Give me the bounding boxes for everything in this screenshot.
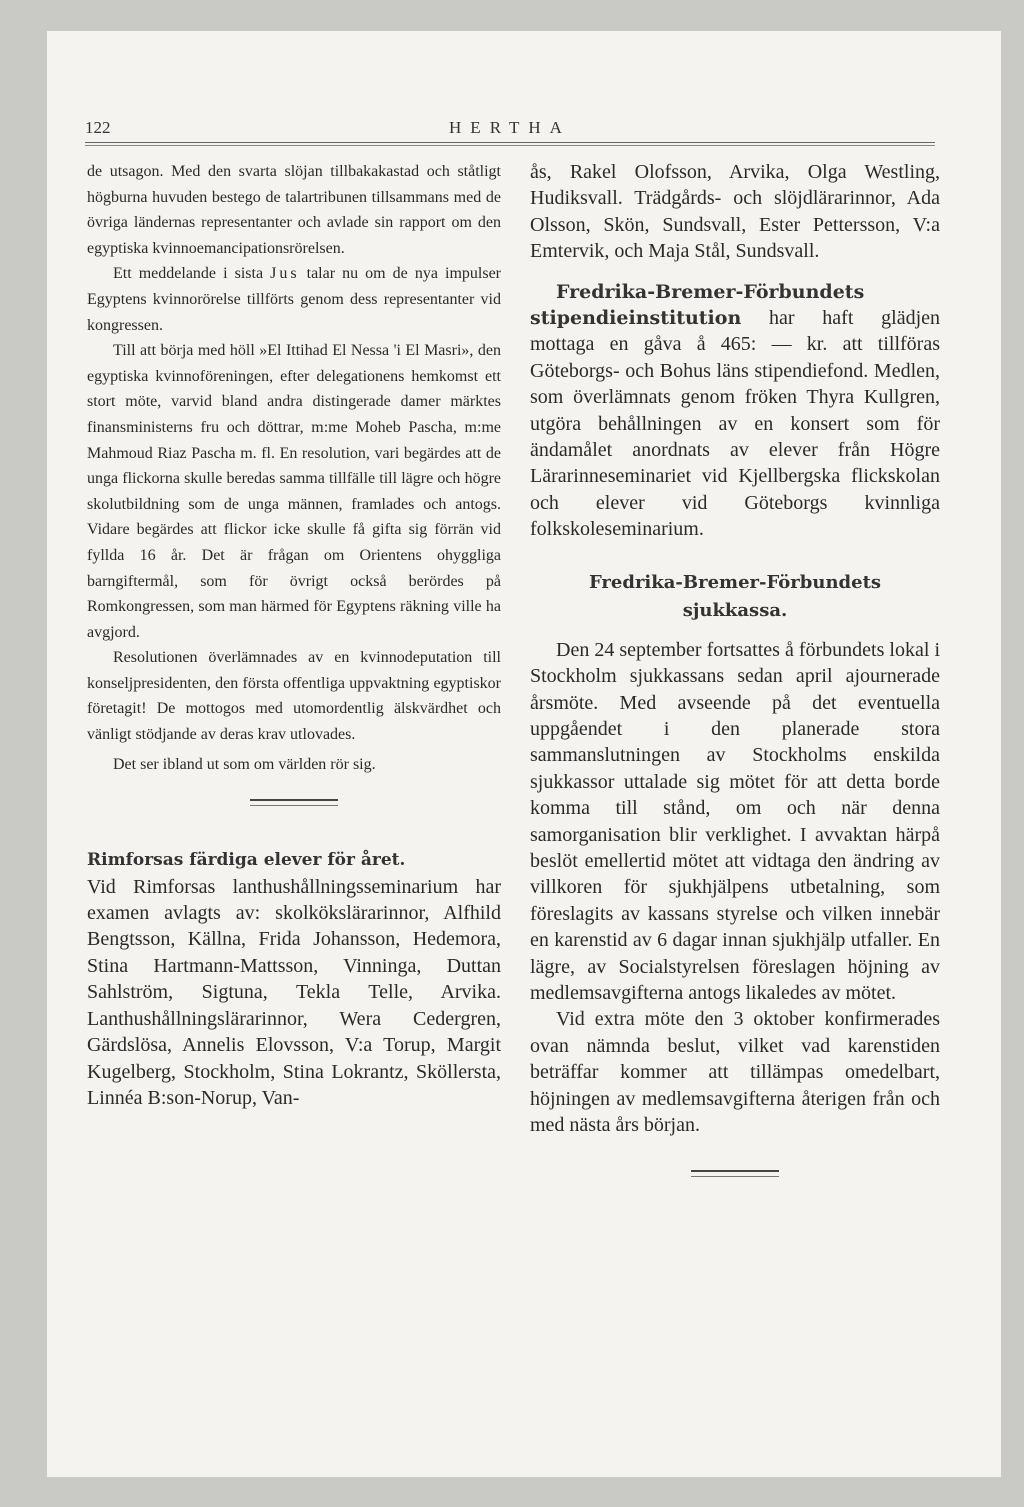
running-header [85, 118, 935, 142]
jus-publication-name: Jus [270, 265, 300, 283]
rimforsas-heading [87, 846, 501, 873]
egypt-article [87, 159, 501, 777]
sjukkassa-paragraph-1: Den 24 september fortsattes å förbundets lokal i Stockholm sjukkassans sedan april ajournerade årsmöte. Med avseende på det eventuella uppgåendet i den planerade stora sammanslutningen av Stockholms enskilda sjukkassor uttalade sig mötet för att detta borde komma till stånd, om och när denna samorganisation blir verklighet. I avvaktan härpå beslöt emellertid mötet att vidtaga den ändring av villkoren för sjukhjälpens utbetalning, som föreslagits av kassans styrelse och vilken innebär en karenstid av 6 dagar innan sjukhjälp utfaller. En lägre, av Socialstyrelsen föreslagen höjning av medlemsavgifterna antogs likaledes av mötet. [530, 638, 940, 1004]
sjukkassa-heading [530, 569, 940, 625]
stipend-heading: Fredrika-Bremer-Förbundets stipendieinstitution [530, 280, 865, 330]
sjukkassa-heading-line-2: sjukkassa. [682, 599, 788, 621]
egypt-paragraph-1: de utsagon. Med den svarta slöjan tillbakakastad och ståtligt högburna huvuden bestego de talartribunen tillsammans med de övriga ländernas representanter och avlade sin rapport om den egyptiska kvinnoemancipationsrörelsen. [87, 163, 501, 257]
rimforsas-article [87, 846, 501, 1111]
left-column [87, 159, 501, 1111]
sjukkassa-paragraph-2: Vid extra möte den 3 oktober konfirmerades ovan nämnda beslut, vilket vad karenstiden beträffar kommer att tillämpas omedelbart, höjningen av medlemsavgifterna återigen från och med nästa års början. [530, 1008, 940, 1136]
egypt-paragraph-5: Det ser ibland ut som om världen rör sig. [113, 755, 376, 773]
rimforsas-continuation [530, 159, 940, 265]
stipend-paragraph [530, 279, 940, 543]
stipend-text: har haft glädjen mottaga en gåva å 465: — kr. att tillföras Göteborgs- och Bohus läns stipendiefond. Medlen, som överlämnats genom fröken Thyra Kullgren, utgöra behållningen av en konsert som för ändamålet anordnats av elever från Högre Lärarinneseminariet vid Kjellbergska flickskolan och elever vid Göteborgs kvinnliga folkskoleseminarium. [530, 307, 940, 541]
rimforsas-continuation-text: ås, Rakel Olofsson, Arvika, Olga Westling, Hudiksvall. Trädgårds- och slöjdlärarinnor, Ada Olsson, Skön, Sundsvall, Ester Pettersson, V:a Emtervik, och Maja Stål, Sundsvall. [530, 161, 940, 263]
egypt-paragraph-2 [87, 261, 501, 338]
journal-title: HERTHA [449, 118, 571, 137]
rimforsas-text: Vid Rimforsas lanthushållningsseminarium har examen avlagts av: skolkökslärarinnor, Alfhild Bengtsson, Källna, Frida Johansson, Hedemora, Stina Hartmann-Mattsson, Vinninga, Duttan Sahlström, Sigtuna, Tekla Telle, Arvika. Lanthushållningslärarinnor, Wera Cedergren, Gärdslösa, Annelis Elovsson, V:a Torup, Margit Kugelberg, Stockholm, Stina Lokrantz, Sköllersta, Linnéa B:son-Norup, Van- [87, 875, 501, 1109]
egypt-paragraph-2-end: talar nu om de nya impulser Egyptens kvinnorörelse tillförts genom dess representanter vid kongressen. [87, 265, 501, 334]
journal-page [47, 31, 1001, 1477]
sjukkassa-article [530, 637, 940, 1139]
page-number: 122 [85, 118, 111, 137]
header-rule [85, 142, 935, 146]
stipend-article [530, 279, 940, 543]
right-column [530, 159, 940, 1177]
section-divider [250, 799, 338, 806]
sjukkassa-heading-line-1: Fredrika-Bremer-Förbundets [588, 571, 882, 593]
end-divider [691, 1170, 779, 1177]
egypt-paragraph-2-start: Ett meddelande i sista [113, 265, 271, 283]
rimforsas-heading-text: Rimforsas färdiga elever för året. [87, 850, 406, 871]
egypt-paragraph-4: Resolutionen överlämnades av en kvinnodeputation till konseljpresidenten, den första offentliga uppvaktning egyptiskor företagit! De mottogos med utomordentlig älskvärdhet och vänligt stödjande av deras krav utlovades. [87, 649, 501, 744]
egypt-paragraph-3: Till att börja med höll »El Ittihad El Nessa 'i El Masri», den egyptiska kvinnoföreningen, efter delegationens hemkomst ett stort möte, varvid bland andra distingerade damer märktes finansministerns fru och döttrar, m:me Moheb Pascha, m:me Mahmoud Riaz Pascha m. fl. En resolution, vari begärdes att de unga flickorna skulle beredas samma tillfälle till lägre och högre skolutbildning som de unga männen, framlades och antogs. Vidare begärdes att flickor icke skulle få gifta sig förrän vid fyllda 16 år. Det är frågan om Orientens ohyggliga barngiftermål, som för övrigt också berördes på Romkongressen, som man härmed för Egyptens räkning ville ha avgjord. [87, 342, 501, 641]
